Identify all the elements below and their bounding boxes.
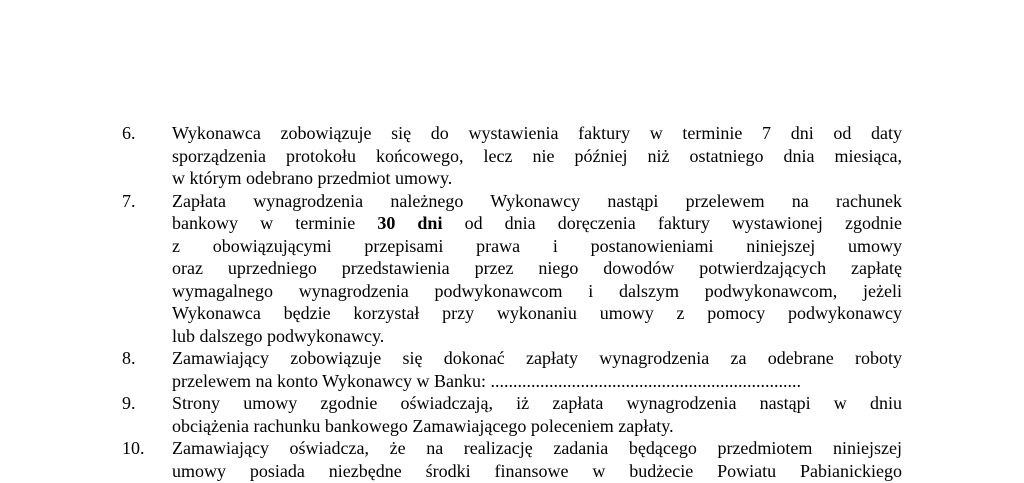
clause-text	[172, 392, 902, 437]
clause-text	[172, 122, 902, 190]
text-line: Wykonawca będzie korzystał przy wykonaniu umowy z pomocy podwykonawcy	[172, 303, 902, 323]
clause-number: 10.	[122, 438, 145, 458]
text-line: z obowiązującymi przepisami prawa i postanowieniami niniejszej umowy	[172, 235, 902, 256]
clause-number: 8.	[122, 348, 136, 368]
text-line: Zamawiający zobowiązuje się dokonać zapłaty wynagrodzenia za odebrane roboty	[172, 348, 902, 368]
text-line-with-bold	[172, 212, 902, 235]
clause-number: 7.	[122, 190, 136, 211]
text-line: umowy posiada niezbędne środki finansowe w budżecie Powiatu Pabianickiego	[172, 460, 902, 481]
text-line: Wykonawca zobowiązuje się do wystawienia faktury w terminie 7 dni od daty	[172, 123, 902, 143]
text-segment: od dnia doręczenia faktury wystawionej zgodnie	[442, 213, 903, 233]
text-segment: bankowy w terminie	[172, 213, 378, 233]
clause-text	[172, 347, 902, 392]
text-line: sporządzenia protokołu końcowego, lecz nie później niż ostatniego dnia miesiąca,	[172, 145, 902, 166]
text-line: przelewem na konto Wykonawcy w Banku: .....................................................................	[172, 370, 801, 391]
text-line: oraz uprzedniego przedstawienia przez niego dowodów potwierdzających zapłatę	[172, 258, 902, 278]
text-line: wymagalnego wynagrodzenia podwykonawcom i dalszym podwykonawcom, jeżeli	[172, 280, 902, 301]
bold-term: 30 dni	[377, 213, 443, 233]
text-line: Zapłata wynagrodzenia należnego Wykonawcy nastąpi przelewem na rachunek	[172, 190, 902, 211]
text-line: Zamawiający oświadcza, że na realizację zadania będącego przedmiotem niniejszej	[172, 438, 902, 458]
text-line: w którym odebrano przedmiot umowy.	[172, 168, 453, 188]
text-line: Strony umowy zgodnie oświadczają, iż zapłata wynagrodzenia nastąpi w dniu	[172, 393, 902, 413]
clause-number: 9.	[122, 393, 136, 413]
clause-number: 6.	[122, 123, 136, 143]
text-line: lub dalszego podwykonawcy.	[172, 325, 385, 346]
text-line: obciążenia rachunku bankowego Zamawiającego poleceniem zapłaty.	[172, 415, 674, 436]
clause-text	[172, 190, 902, 348]
clause-text	[172, 437, 902, 482]
